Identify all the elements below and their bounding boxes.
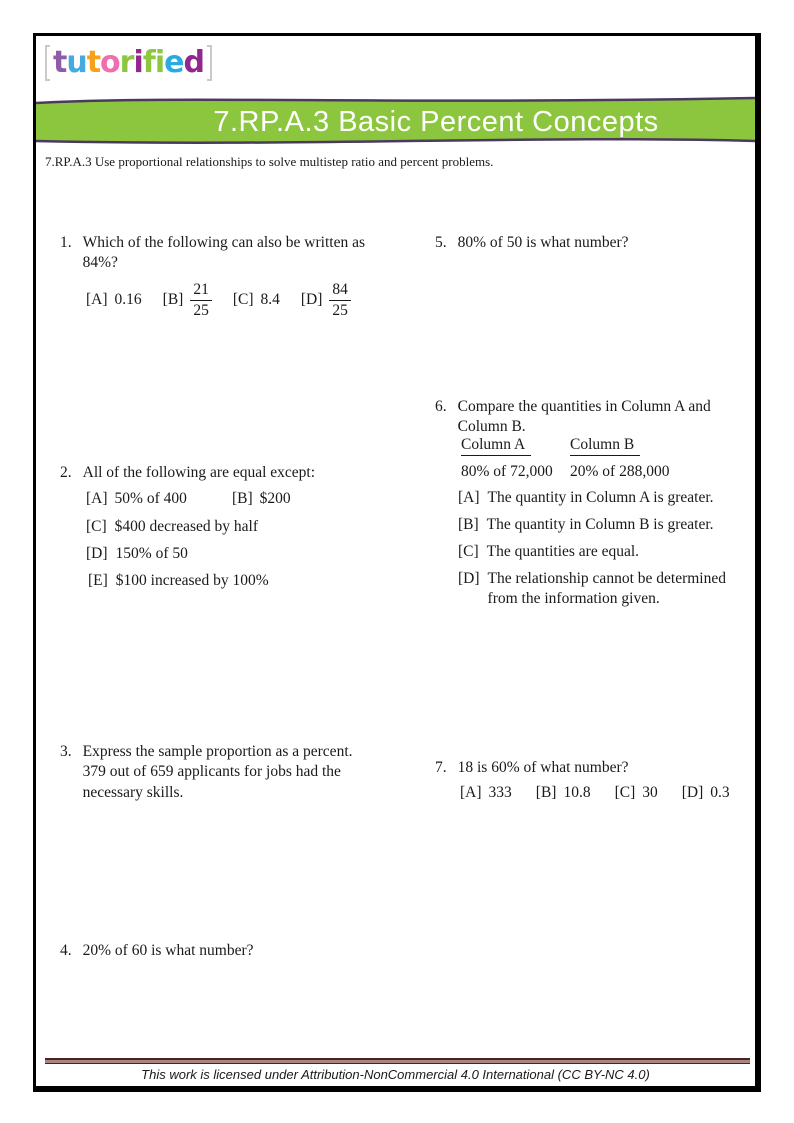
column-a-value: 80% of 72,000 xyxy=(461,463,553,480)
license-text: This work is licensed under Attribution-NonCommercial 4.0 International (CC BY-NC 4.0) xyxy=(141,1067,650,1082)
option-6a-label: [A] xyxy=(458,489,480,506)
question-6-text: Compare the quantities in Column A and Column B. xyxy=(457,398,711,436)
question-2 xyxy=(60,463,390,483)
logo-letter: t xyxy=(86,45,101,80)
fraction-denominator: 25 xyxy=(332,301,348,319)
worksheet-title: 7.RP.A.3 Basic Percent Concepts xyxy=(213,106,659,138)
fraction-denominator: 25 xyxy=(193,301,209,319)
logo-letter: i xyxy=(133,45,143,80)
logo-left-bracket xyxy=(45,45,50,81)
question-7-number: 7. xyxy=(435,759,447,776)
option-6b-label: [B] xyxy=(458,516,479,533)
option-2a-label: [A] xyxy=(86,490,108,507)
option-1b-label: [B] xyxy=(162,291,184,308)
option-2b xyxy=(232,490,291,508)
option-7b-label: [B] xyxy=(535,784,557,801)
footer-divider xyxy=(45,1058,750,1064)
option-2a xyxy=(86,490,232,508)
logo-letter: e xyxy=(164,45,184,80)
option-7c-label: [C] xyxy=(614,784,636,801)
question-7-text: 18 is 60% of what number? xyxy=(457,759,629,776)
column-b-header: Column B xyxy=(570,436,640,456)
logo-letter: t xyxy=(53,45,67,80)
option-2b-value: $200 xyxy=(259,490,291,507)
option-2e-value: $100 increased by 100% xyxy=(115,572,269,589)
option-1d-fraction xyxy=(329,281,351,320)
question-1-number: 1. xyxy=(60,234,72,251)
option-7d-label: [D] xyxy=(681,784,704,801)
question-3 xyxy=(60,742,390,803)
option-1c-label: [C] xyxy=(232,291,254,308)
option-1c xyxy=(233,291,280,309)
question-4-number: 4. xyxy=(60,942,72,959)
option-7b xyxy=(536,784,591,802)
option-2d-value: 150% of 50 xyxy=(115,545,188,562)
question-5-text: 80% of 50 is what number? xyxy=(457,234,629,251)
logo-letter: i xyxy=(154,45,165,80)
option-1a-value: 0.16 xyxy=(114,291,142,308)
logo-right-bracket xyxy=(207,45,212,81)
question-7 xyxy=(435,758,745,778)
option-2d-label: [D] xyxy=(86,545,108,562)
option-7a-value: 333 xyxy=(488,784,512,801)
logo-text xyxy=(53,45,204,80)
option-1c-value: 8.4 xyxy=(260,291,280,308)
logo-letter: r xyxy=(119,45,134,80)
option-7a xyxy=(460,784,512,802)
question-1-text: Which of the following can also be written as 84%? xyxy=(82,234,365,272)
question-1-options xyxy=(86,276,351,324)
logo-letter: o xyxy=(100,45,120,80)
column-b-value: 20% of 288,000 xyxy=(570,463,670,480)
question-3-number: 3. xyxy=(60,743,72,760)
option-1a-label: [A] xyxy=(86,291,108,308)
option-1d xyxy=(301,281,351,320)
question-3-text: Express the sample proportion as a percent. 379 out of 659 applicants for jobs had the necessary skills. xyxy=(82,743,353,801)
option-1d-label: [D] xyxy=(300,291,323,308)
option-7b-value: 10.8 xyxy=(563,784,591,801)
option-2c-label: [C] xyxy=(86,518,107,535)
question-4-text: 20% of 60 is what number? xyxy=(82,942,254,959)
option-6b xyxy=(458,515,751,535)
question-1 xyxy=(60,233,376,274)
option-7c-value: 30 xyxy=(642,784,658,801)
option-2c-value: $400 decreased by half xyxy=(114,518,258,535)
question-6 xyxy=(435,397,751,438)
question-7-options xyxy=(460,784,730,802)
option-6b-value: The quantity in Column B is greater. xyxy=(486,516,714,533)
option-2c xyxy=(86,517,258,537)
option-7a-label: [A] xyxy=(460,784,482,801)
column-a-header: Column A xyxy=(461,436,531,456)
option-1b-fraction xyxy=(190,281,212,320)
option-6d-label: [D] xyxy=(458,570,480,587)
option-2d xyxy=(86,544,188,564)
option-2b-label: [B] xyxy=(232,490,253,507)
option-2a-value: 50% of 400 xyxy=(114,490,187,507)
tutorified-logo xyxy=(45,42,212,84)
option-1a xyxy=(86,291,142,309)
question-6-comparison-table xyxy=(461,436,669,481)
logo-letter: f xyxy=(142,45,155,80)
question-2-text: All of the following are equal except: xyxy=(82,464,316,481)
question-5-number: 5. xyxy=(435,234,447,251)
fraction-numerator: 84 xyxy=(329,281,351,301)
option-6d-value: The relationship cannot be determined from the information given. xyxy=(487,570,726,607)
worksheet-page xyxy=(33,33,761,1092)
standard-description: 7.RP.A.3 Use proportional relationships to solve multistep ratio and percent problems. xyxy=(45,154,494,169)
option-2e-label: [E] xyxy=(88,572,108,589)
option-6c xyxy=(458,542,751,562)
option-6c-value: The quantities are equal. xyxy=(486,543,640,560)
option-6d xyxy=(458,569,750,609)
fraction-numerator: 21 xyxy=(190,281,212,301)
option-1b xyxy=(163,281,212,320)
question-2-options-row1 xyxy=(86,490,291,508)
question-2-number: 2. xyxy=(60,464,72,481)
title-banner xyxy=(36,92,755,150)
logo-letter: d xyxy=(183,45,204,80)
question-6-number: 6. xyxy=(435,398,447,415)
option-7d-value: 0.3 xyxy=(710,784,730,801)
option-6c-label: [C] xyxy=(458,543,479,560)
option-2e xyxy=(88,571,269,591)
question-5 xyxy=(435,233,745,253)
option-7d xyxy=(682,784,730,802)
question-4 xyxy=(60,941,390,961)
logo-letter: u xyxy=(66,45,87,80)
option-7c xyxy=(615,784,658,802)
option-6a-value: The quantity in Column A is greater. xyxy=(487,489,714,506)
option-6a xyxy=(458,488,752,508)
